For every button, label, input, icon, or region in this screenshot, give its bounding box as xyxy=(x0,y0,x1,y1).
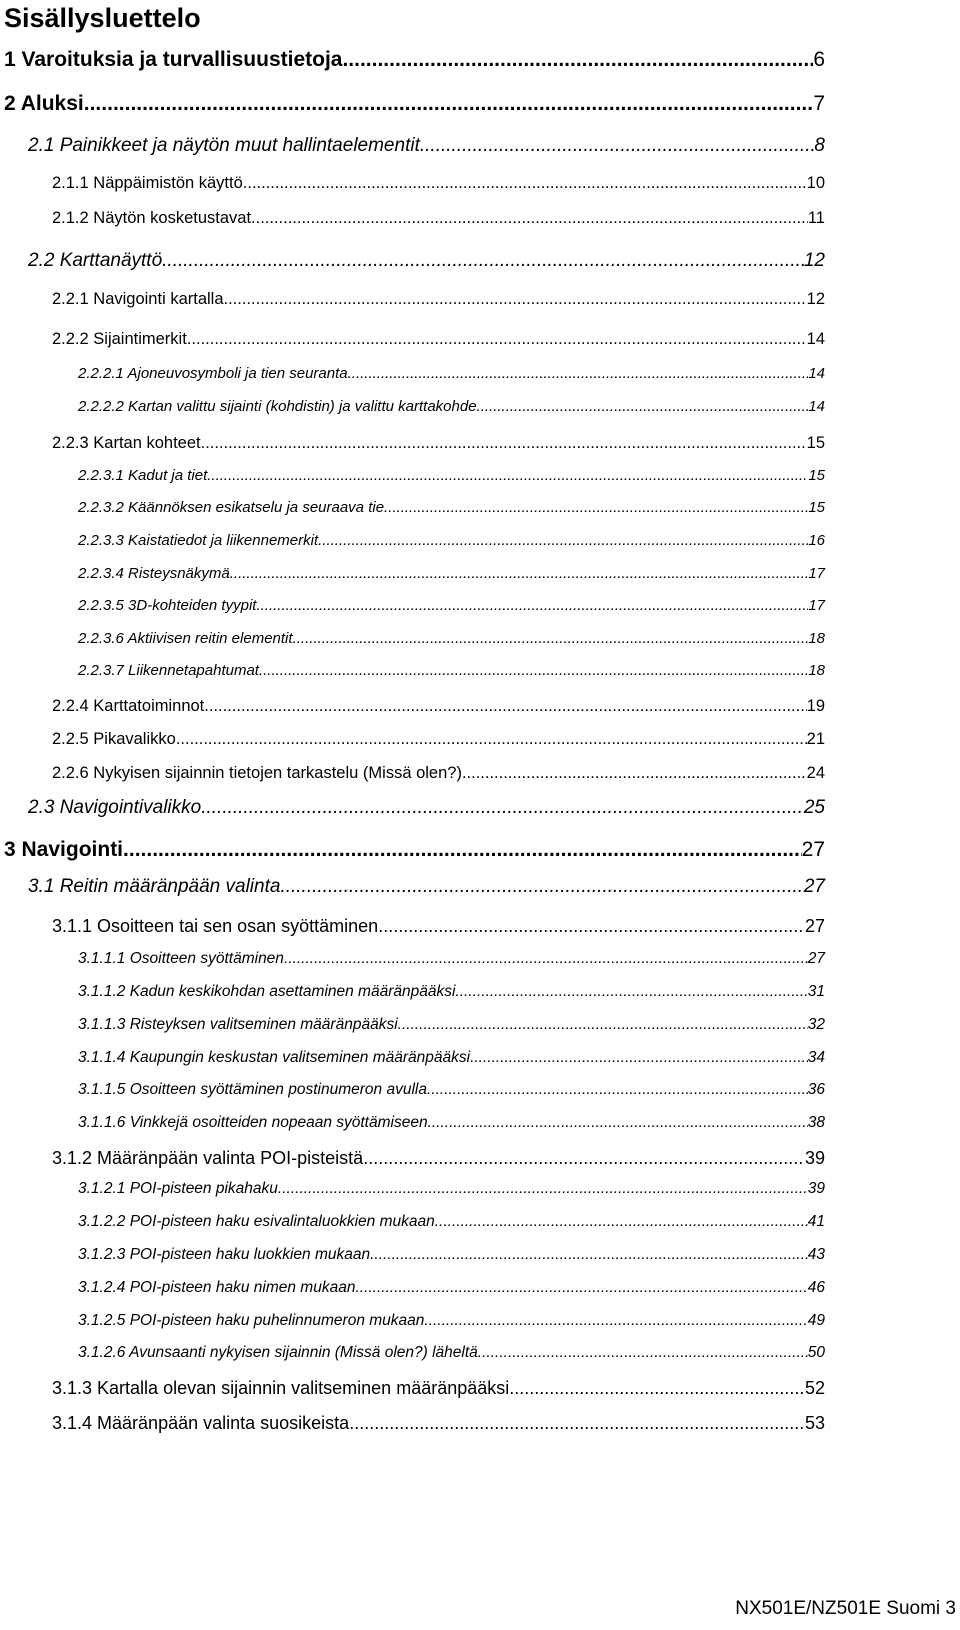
toc-entry[interactable] xyxy=(52,174,825,193)
toc-dot-leader xyxy=(207,467,808,484)
toc-entry-page-number: 25 xyxy=(803,797,825,818)
toc-entry[interactable] xyxy=(78,1114,825,1132)
toc-dot-leader xyxy=(370,1246,808,1264)
toc-entry-page-number: 53 xyxy=(804,1413,825,1433)
toc-dot-leader xyxy=(84,92,814,116)
toc-entry-label: 2.2.3 Kartan kohteet xyxy=(52,434,201,452)
toc-entry[interactable] xyxy=(78,467,825,484)
toc-entry-page-number: 31 xyxy=(807,983,825,1000)
toc-entry-label: 2.2.1 Navigointi kartalla xyxy=(52,290,224,308)
toc-dot-leader xyxy=(462,764,807,783)
toc-entry-page-number: 15 xyxy=(808,499,825,516)
toc-dot-leader xyxy=(378,916,805,937)
toc-entry-page-number: 21 xyxy=(806,730,825,748)
toc-entry[interactable] xyxy=(78,1344,825,1362)
toc-dot-leader xyxy=(318,532,808,549)
toc-entry-page-number: 27 xyxy=(801,838,825,861)
toc-dot-leader xyxy=(427,1081,808,1099)
toc-entry-page-number: 18 xyxy=(808,662,825,679)
toc-entry[interactable] xyxy=(78,1246,825,1264)
toc-entry-page-number: 38 xyxy=(807,1114,825,1131)
toc-entry-page-number: 7 xyxy=(813,92,825,115)
toc-entry-label: 2.2 Karttanäyttö xyxy=(28,250,163,271)
toc-entry[interactable] xyxy=(78,950,825,968)
toc-entry-page-number: 52 xyxy=(804,1378,825,1398)
toc-dot-leader xyxy=(176,730,807,749)
toc-dot-leader xyxy=(470,1049,808,1067)
toc-entry-label: 2.2.3.5 3D-kohteiden tyypit xyxy=(78,597,257,614)
toc-entry-page-number: 19 xyxy=(806,697,825,715)
toc-dot-leader xyxy=(293,630,809,647)
toc-dot-leader xyxy=(256,597,808,614)
toc-entry-label: 3.1.1.6 Vinkkejä osoitteiden nopeaan syöttämiseen xyxy=(78,1114,428,1131)
toc-entry-page-number: 24 xyxy=(806,764,825,782)
toc-entry-page-number: 12 xyxy=(806,290,825,308)
toc-entry[interactable] xyxy=(28,797,825,819)
toc-dot-leader xyxy=(187,330,807,349)
toc-entry-page-number: 14 xyxy=(808,398,825,415)
toc-entry-label: 3.1.2.1 POI-pisteen pikahaku xyxy=(78,1180,278,1197)
toc-entry[interactable] xyxy=(28,250,825,272)
toc-entry-label: 2.1.2 Näytön kosketustavat xyxy=(52,209,252,227)
toc-dot-leader xyxy=(224,290,807,309)
toc-entry-page-number: 14 xyxy=(806,330,825,348)
toc-entry-page-number: 27 xyxy=(804,916,825,936)
toc-entry-page-number: 49 xyxy=(807,1312,825,1329)
toc-entry[interactable] xyxy=(78,597,825,614)
toc-dot-leader xyxy=(349,1413,805,1434)
toc-entry-page-number: 10 xyxy=(806,174,825,192)
toc-entry-page-number: 39 xyxy=(804,1148,825,1168)
toc-dot-leader xyxy=(478,1344,808,1362)
toc-entry[interactable] xyxy=(78,983,825,1001)
toc-entry[interactable] xyxy=(52,697,825,716)
toc-dot-leader xyxy=(162,250,804,272)
toc-entry[interactable] xyxy=(52,290,825,309)
toc-entry[interactable] xyxy=(28,135,825,157)
toc-entry-page-number: 6 xyxy=(813,48,825,71)
toc-entry-label: 2 Aluksi xyxy=(4,92,84,115)
toc-dot-leader xyxy=(455,983,807,1001)
toc-dot-leader xyxy=(509,1378,805,1399)
toc-entry-label: 3.1.3 Kartalla olevan sijainnin valitseminen määränpääksi xyxy=(52,1378,510,1398)
toc-entry-label: 2.2.3.6 Aktiivisen reitin elementit xyxy=(78,630,293,647)
toc-entry-page-number: 34 xyxy=(807,1049,825,1066)
toc-entry-label: 2.1.1 Näppäimistön käyttö xyxy=(52,174,243,192)
toc-entry-page-number: 17 xyxy=(808,597,825,614)
toc-entry-label: 2.2.4 Karttatoiminnot xyxy=(52,697,205,715)
toc-dot-leader xyxy=(348,365,809,382)
toc-entry-label: 2.2.3.3 Kaistatiedot ja liikennemerkit xyxy=(78,532,319,549)
toc-entry-page-number: 27 xyxy=(803,876,825,897)
toc-entry[interactable] xyxy=(78,1016,825,1034)
toc-dot-leader xyxy=(243,174,807,193)
toc-entry[interactable] xyxy=(52,209,825,228)
toc-dot-leader xyxy=(278,1180,808,1198)
toc-dot-leader xyxy=(428,1114,808,1132)
toc-dot-leader xyxy=(230,565,809,582)
toc-entry-page-number: 15 xyxy=(808,467,825,484)
page-footer: NX501E/NZ501E Suomi 3 xyxy=(735,1598,956,1619)
toc-entry[interactable] xyxy=(4,838,825,862)
toc-dot-leader xyxy=(259,662,808,679)
toc-entry-label: 2.2.3.4 Risteysnäkymä xyxy=(78,565,230,582)
toc-dot-leader xyxy=(384,499,808,516)
toc-entry[interactable] xyxy=(4,48,825,72)
toc-entry-page-number: 50 xyxy=(807,1344,825,1361)
toc-entry[interactable] xyxy=(78,662,825,679)
toc-entry-label: 3.1.2.6 Avunsaanti nykyisen sijainnin (Missä olen?) läheltä xyxy=(78,1344,478,1361)
toc-dot-leader xyxy=(201,797,804,819)
toc-entry-page-number: 11 xyxy=(807,209,825,227)
toc-entry-label: 3.1.1 Osoitteen tai sen osan syöttäminen xyxy=(52,916,379,936)
toc-dot-leader xyxy=(424,1312,807,1330)
toc-entry-page-number: 27 xyxy=(807,950,825,967)
toc-entry[interactable] xyxy=(78,630,825,647)
toc-entry[interactable] xyxy=(78,365,825,382)
toc-entry-label: 3.1.2 Määränpään valinta POI-pisteistä xyxy=(52,1148,364,1168)
toc-entry-label: 3.1 Reitin määränpään valinta xyxy=(28,876,281,897)
toc-entry-page-number: 12 xyxy=(803,250,825,271)
toc-entry-page-number: 17 xyxy=(808,565,825,582)
toc-entry-label: 3.1.1.3 Risteyksen valitseminen määränpääksi xyxy=(78,1016,398,1033)
toc-entry[interactable] xyxy=(4,92,825,116)
toc-dot-leader xyxy=(477,398,809,415)
toc-entry-label: 3.1.1.2 Kadun keskikohdan asettaminen määränpääksi xyxy=(78,983,456,1000)
toc-entry-label: 2.2.3.7 Liikennetapahtumat xyxy=(78,662,259,679)
toc-entry[interactable] xyxy=(28,876,825,898)
toc-entry-label: 3.1.4 Määränpään valinta suosikeista xyxy=(52,1413,350,1433)
toc-entry-label: 3.1.2.4 POI-pisteen haku nimen mukaan xyxy=(78,1279,356,1296)
toc-dot-leader xyxy=(251,209,808,228)
toc-entry-page-number: 36 xyxy=(807,1081,825,1098)
toc-dot-leader xyxy=(201,434,807,453)
toc-entry-page-number: 18 xyxy=(808,630,825,647)
toc-entry[interactable] xyxy=(78,532,825,549)
toc-entry-page-number: 8 xyxy=(814,135,825,156)
toc-entry[interactable] xyxy=(52,330,825,349)
toc-entry[interactable] xyxy=(52,730,825,749)
toc-entry-page-number: 32 xyxy=(807,1016,825,1033)
toc-entry-label: 3.1.2.2 POI-pisteen haku esivalintaluokkien mukaan xyxy=(78,1213,435,1230)
toc-dot-leader xyxy=(123,838,802,862)
toc-entry[interactable] xyxy=(52,1413,825,1434)
toc-entry[interactable] xyxy=(78,1312,825,1330)
toc-entry-page-number: 39 xyxy=(807,1180,825,1197)
toc-entry[interactable] xyxy=(52,916,825,937)
toc-dot-leader xyxy=(355,1279,807,1297)
toc-entry-label: 2.1 Painikkeet ja näytön muut hallintaelementit xyxy=(28,135,420,156)
toc-entry[interactable] xyxy=(78,1081,825,1099)
toc-entry-label: 3.1.2.3 POI-pisteen haku luokkien mukaan xyxy=(78,1246,371,1263)
toc-dot-leader xyxy=(204,697,806,716)
page-title: Sisällysluettelo xyxy=(4,3,201,33)
toc-dot-leader xyxy=(435,1213,808,1231)
toc-dot-leader xyxy=(342,48,813,72)
toc-entry-page-number: 14 xyxy=(808,365,825,382)
toc-dot-leader xyxy=(398,1016,808,1034)
toc-entry[interactable] xyxy=(78,565,825,582)
toc-entry[interactable] xyxy=(78,398,825,415)
toc-entry-page-number: 41 xyxy=(807,1213,825,1230)
toc-entry-label: 2.2.3.1 Kadut ja tiet xyxy=(78,467,208,484)
toc-entry[interactable] xyxy=(52,1378,825,1399)
toc-entry-label: 2.2.2.1 Ajoneuvosymboli ja tien seuranta xyxy=(78,365,348,382)
toc-entry[interactable] xyxy=(52,434,825,453)
toc-entry[interactable] xyxy=(78,1213,825,1231)
toc-entry-page-number: 46 xyxy=(807,1279,825,1296)
toc-entry[interactable] xyxy=(78,1049,825,1067)
toc-entry-label: 3.1.1.1 Osoitteen syöttäminen xyxy=(78,950,284,967)
toc-entry-label: 3.1.1.5 Osoitteen syöttäminen postinumeron avulla xyxy=(78,1081,427,1098)
toc-entry[interactable] xyxy=(52,764,825,783)
toc-entry-page-number: 16 xyxy=(808,532,825,549)
toc-entry[interactable] xyxy=(52,1148,825,1169)
toc-entry[interactable] xyxy=(78,499,825,516)
toc-entry-label: 2.2.6 Nykyisen sijainnin tietojen tarkastelu (Missä olen?) xyxy=(52,764,462,782)
toc-entry[interactable] xyxy=(78,1180,825,1198)
toc-dot-leader xyxy=(280,876,803,898)
toc-dot-leader xyxy=(284,950,808,968)
toc-entry-page-number: 43 xyxy=(807,1246,825,1263)
toc-dot-leader xyxy=(363,1148,805,1169)
toc-entry-label: 3.1.1.4 Kaupungin keskustan valitseminen määränpääksi xyxy=(78,1049,471,1066)
toc-dot-leader xyxy=(420,135,815,157)
toc-entry-label: 2.3 Navigointivalikko xyxy=(28,797,202,818)
toc-entry-label: 3.1.2.5 POI-pisteen haku puhelinnumeron mukaan xyxy=(78,1312,425,1329)
toc-entry-label: 1 Varoituksia ja turvallisuustietoja xyxy=(4,48,343,71)
toc-entry-label: 2.2.2.2 Kartan valittu sijainti (kohdistin) ja valittu karttakohde xyxy=(78,398,477,415)
toc-entry-label: 2.2.2 Sijaintimerkit xyxy=(52,330,187,348)
toc-entry[interactable] xyxy=(78,1279,825,1297)
toc-entry-page-number: 15 xyxy=(806,434,825,452)
toc-entry-label: 2.2.5 Pikavalikko xyxy=(52,730,176,748)
toc-entry-label: 2.2.3.2 Käännöksen esikatselu ja seuraava tie xyxy=(78,499,385,516)
toc-entry-label: 3 Navigointi xyxy=(4,838,124,861)
